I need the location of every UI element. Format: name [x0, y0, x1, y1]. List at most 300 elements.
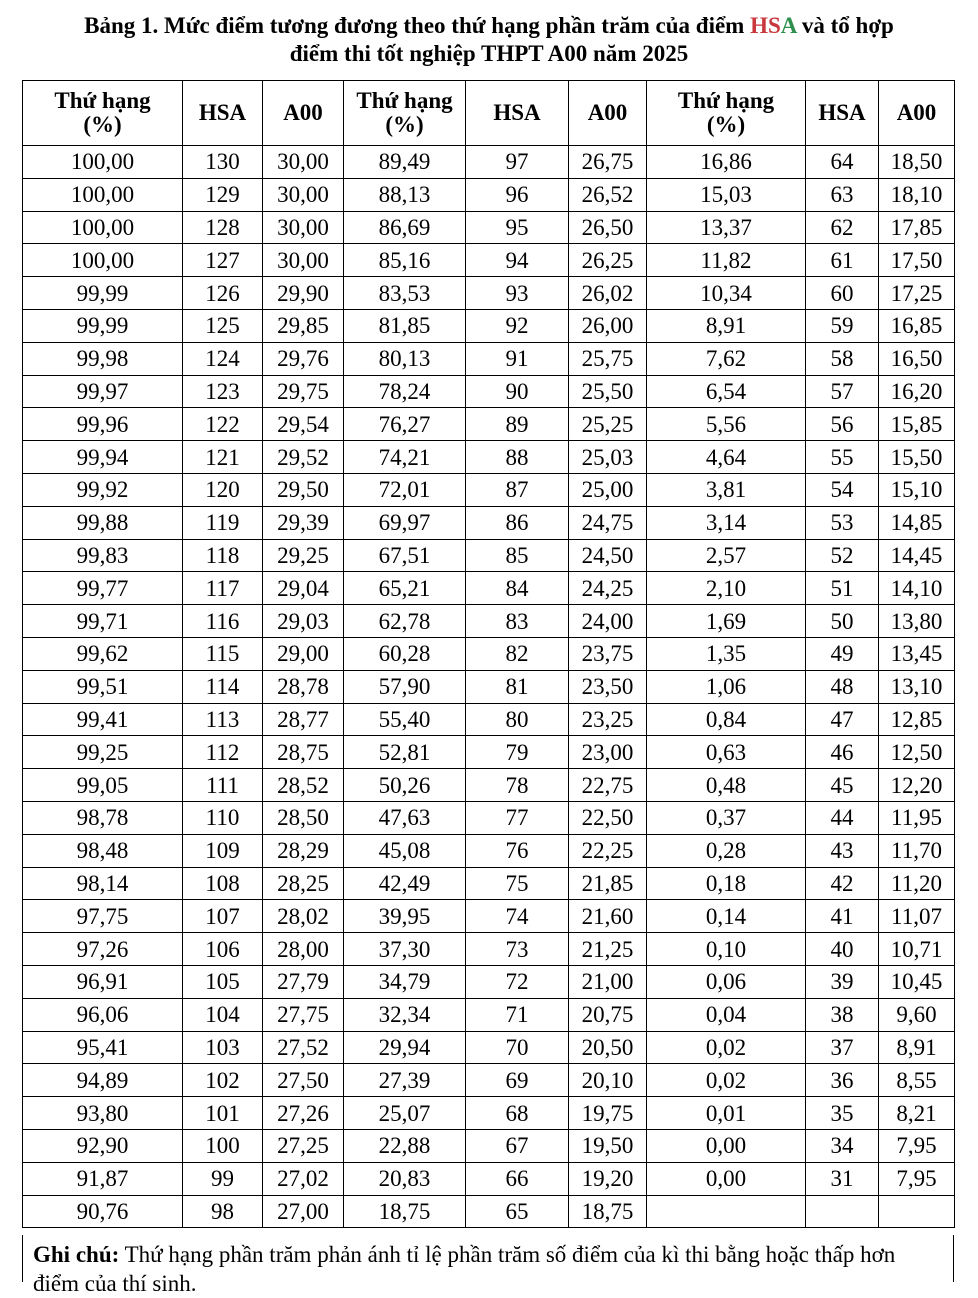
caption-suffix: và tổ hợp [796, 13, 894, 38]
table-cell: 86 [466, 506, 569, 539]
header-rank-2 [344, 81, 466, 146]
table-cell: 84 [466, 572, 569, 605]
header-a00-3: A00 [879, 81, 955, 146]
table-cell: 47,63 [344, 801, 466, 834]
table-cell: 6,54 [647, 375, 806, 408]
table-cell: 26,52 [569, 178, 647, 211]
table-cell: 0,10 [647, 933, 806, 966]
table-cell: 67 [466, 1129, 569, 1162]
table-cell: 0,28 [647, 834, 806, 867]
table-cell: 16,50 [879, 342, 955, 375]
table-cell: 8,91 [647, 309, 806, 342]
table-row [23, 670, 955, 703]
table-cell: 0,00 [647, 1129, 806, 1162]
table-cell: 26,75 [569, 146, 647, 179]
table-cell: 52,81 [344, 736, 466, 769]
table-cell: 15,10 [879, 473, 955, 506]
table-cell: 83,53 [344, 277, 466, 310]
table-cell: 28,02 [263, 900, 344, 933]
table-cell: 14,45 [879, 539, 955, 572]
table-cell: 29,85 [263, 309, 344, 342]
table-cell: 0,00 [647, 1162, 806, 1195]
table-cell: 25,03 [569, 441, 647, 474]
table-cell: 85,16 [344, 244, 466, 277]
table-cell: 94 [466, 244, 569, 277]
table-cell: 91 [466, 342, 569, 375]
table-cell: 25,25 [569, 408, 647, 441]
table-cell: 106 [183, 933, 263, 966]
table-row [23, 736, 955, 769]
table-cell [647, 1195, 806, 1228]
table-row [23, 1162, 955, 1195]
caption-hsa-h: H [750, 13, 768, 38]
table-cell: 97,26 [23, 933, 183, 966]
table-cell: 28,29 [263, 834, 344, 867]
table-cell: 14,85 [879, 506, 955, 539]
table-cell: 61 [806, 244, 879, 277]
table-cell: 30,00 [263, 244, 344, 277]
table-cell: 95 [466, 211, 569, 244]
header-hsa-2: HSA [466, 81, 569, 146]
table-cell: 30,00 [263, 211, 344, 244]
table-cell: 29,50 [263, 473, 344, 506]
table-cell: 105 [183, 965, 263, 998]
table-row [23, 998, 955, 1031]
table-row [23, 769, 955, 802]
table-cell: 12,50 [879, 736, 955, 769]
table-cell: 9,60 [879, 998, 955, 1031]
score-table [22, 80, 955, 1228]
table-row [23, 605, 955, 638]
table-cell: 0,14 [647, 900, 806, 933]
table-cell: 12,20 [879, 769, 955, 802]
table-cell: 55,40 [344, 703, 466, 736]
table-row [23, 441, 955, 474]
table-cell: 26,25 [569, 244, 647, 277]
table-cell: 54 [806, 473, 879, 506]
table-cell: 111 [183, 769, 263, 802]
table-cell: 42,49 [344, 867, 466, 900]
table-cell: 73 [466, 933, 569, 966]
table-cell: 23,00 [569, 736, 647, 769]
table-cell: 98,48 [23, 834, 183, 867]
table-cell: 3,81 [647, 473, 806, 506]
table-cell: 1,06 [647, 670, 806, 703]
table-row [23, 1097, 955, 1130]
table-cell: 29,54 [263, 408, 344, 441]
table-cell: 0,63 [647, 736, 806, 769]
table-row [23, 473, 955, 506]
table-cell: 29,25 [263, 539, 344, 572]
header-rank-unit: (%) [83, 112, 122, 137]
table-cell: 98,78 [23, 801, 183, 834]
table-cell: 1,35 [647, 637, 806, 670]
table-cell [879, 1195, 955, 1228]
table-cell: 29,75 [263, 375, 344, 408]
table-cell: 95,41 [23, 1031, 183, 1064]
table-cell: 29,39 [263, 506, 344, 539]
table-cell: 28,50 [263, 801, 344, 834]
table-cell: 75 [466, 867, 569, 900]
table-cell: 13,37 [647, 211, 806, 244]
table-cell: 28,75 [263, 736, 344, 769]
table-cell: 99,05 [23, 769, 183, 802]
table-cell: 21,00 [569, 965, 647, 998]
table-cell: 26,02 [569, 277, 647, 310]
table-cell: 18,50 [879, 146, 955, 179]
table-row [23, 867, 955, 900]
header-a00-1: A00 [263, 81, 344, 146]
header-rank-unit: (%) [706, 112, 746, 137]
table-cell: 99,98 [23, 342, 183, 375]
header-rank-3 [647, 81, 806, 146]
table-cell: 99 [183, 1162, 263, 1195]
table-cell: 27,00 [263, 1195, 344, 1228]
table-cell: 3,14 [647, 506, 806, 539]
table-cell: 99,94 [23, 441, 183, 474]
table-cell: 20,83 [344, 1162, 466, 1195]
table-cell: 29,03 [263, 605, 344, 638]
table-cell: 28,25 [263, 867, 344, 900]
table-cell: 0,02 [647, 1031, 806, 1064]
table-cell: 112 [183, 736, 263, 769]
header-rank-unit: (%) [385, 112, 424, 137]
caption-line-2: điểm thi tốt nghiệp THPT A00 năm 2025 [289, 41, 689, 66]
table-cell: 128 [183, 211, 263, 244]
table-cell: 57,90 [344, 670, 466, 703]
table-row [23, 408, 955, 441]
table-cell: 21,85 [569, 867, 647, 900]
table-row [23, 900, 955, 933]
table-cell: 29,76 [263, 342, 344, 375]
table-cell: 113 [183, 703, 263, 736]
table-cell: 13,10 [879, 670, 955, 703]
table-cell: 99,97 [23, 375, 183, 408]
table-cell: 29,00 [263, 637, 344, 670]
table-cell: 17,25 [879, 277, 955, 310]
table-cell: 98 [183, 1195, 263, 1228]
table-cell: 99,83 [23, 539, 183, 572]
table-cell: 4,64 [647, 441, 806, 474]
table-cell: 1,69 [647, 605, 806, 638]
table-cell: 99,25 [23, 736, 183, 769]
table-cell: 89,49 [344, 146, 466, 179]
table-cell: 98,14 [23, 867, 183, 900]
table-cell: 27,25 [263, 1129, 344, 1162]
table-cell: 8,55 [879, 1064, 955, 1097]
table-cell: 17,50 [879, 244, 955, 277]
header-rank-label: Thứ hạng [677, 88, 775, 113]
table-cell: 71 [466, 998, 569, 1031]
table-cell: 91,87 [23, 1162, 183, 1195]
table-cell: 114 [183, 670, 263, 703]
table-cell: 11,07 [879, 900, 955, 933]
table-cell: 18,75 [344, 1195, 466, 1228]
table-cell: 27,75 [263, 998, 344, 1031]
table-cell: 57 [806, 375, 879, 408]
table-cell: 25,50 [569, 375, 647, 408]
table-cell: 99,62 [23, 637, 183, 670]
table-cell: 7,95 [879, 1162, 955, 1195]
table-cell: 92,90 [23, 1129, 183, 1162]
table-cell: 19,50 [569, 1129, 647, 1162]
table-cell: 30,00 [263, 178, 344, 211]
table-cell: 11,82 [647, 244, 806, 277]
table-cell: 45 [806, 769, 879, 802]
footnote-label: Ghi chú: [33, 1242, 120, 1267]
table-cell: 93,80 [23, 1097, 183, 1130]
table-cell: 79 [466, 736, 569, 769]
table-cell: 23,75 [569, 637, 647, 670]
table-cell: 30,00 [263, 146, 344, 179]
table-cell: 60,28 [344, 637, 466, 670]
caption-hsa-a: A [780, 13, 797, 38]
table-cell: 51 [806, 572, 879, 605]
table-row [23, 244, 955, 277]
table-cell: 116 [183, 605, 263, 638]
header-a00-2: A00 [569, 81, 647, 146]
table-cell: 0,48 [647, 769, 806, 802]
table-body [23, 146, 955, 1228]
table-cell: 124 [183, 342, 263, 375]
table-cell: 52 [806, 539, 879, 572]
caption-prefix: Bảng 1. Mức điểm tương đương theo thứ hạng phần trăm của điểm [84, 13, 751, 38]
table-row [23, 375, 955, 408]
table-cell: 24,75 [569, 506, 647, 539]
table-cell: 11,70 [879, 834, 955, 867]
caption-line-1 [0, 12, 978, 40]
table-row [23, 342, 955, 375]
table-cell: 25,07 [344, 1097, 466, 1130]
table-cell: 102 [183, 1064, 263, 1097]
table-cell: 93 [466, 277, 569, 310]
table-cell: 80,13 [344, 342, 466, 375]
table-caption [0, 0, 978, 70]
table-cell: 49 [806, 637, 879, 670]
table-cell: 45,08 [344, 834, 466, 867]
table-cell: 37 [806, 1031, 879, 1064]
table-cell: 39 [806, 965, 879, 998]
table-cell: 107 [183, 900, 263, 933]
table-cell: 0,02 [647, 1064, 806, 1097]
table-cell: 97,75 [23, 900, 183, 933]
table-row [23, 539, 955, 572]
table-cell: 72 [466, 965, 569, 998]
table-cell: 12,85 [879, 703, 955, 736]
table-cell: 20,75 [569, 998, 647, 1031]
table-cell: 13,45 [879, 637, 955, 670]
table-cell: 62 [806, 211, 879, 244]
table-cell: 0,84 [647, 703, 806, 736]
table-cell: 117 [183, 572, 263, 605]
table-cell: 103 [183, 1031, 263, 1064]
table-cell: 18,10 [879, 178, 955, 211]
header-hsa-1: HSA [183, 81, 263, 146]
table-row [23, 1195, 955, 1228]
table-cell: 24,50 [569, 539, 647, 572]
table-row [23, 801, 955, 834]
table-cell: 32,34 [344, 998, 466, 1031]
table-cell: 60 [806, 277, 879, 310]
table-cell: 31 [806, 1162, 879, 1195]
table-cell: 99,92 [23, 473, 183, 506]
table-cell: 15,50 [879, 441, 955, 474]
table-cell: 99,71 [23, 605, 183, 638]
table-cell: 0,06 [647, 965, 806, 998]
table-row [23, 703, 955, 736]
header-hsa-3: HSA [806, 81, 879, 146]
table-cell: 17,85 [879, 211, 955, 244]
table-cell: 47 [806, 703, 879, 736]
table-cell: 41 [806, 900, 879, 933]
table-cell: 82 [466, 637, 569, 670]
table-cell: 5,56 [647, 408, 806, 441]
table-cell: 10,34 [647, 277, 806, 310]
table-cell: 99,41 [23, 703, 183, 736]
table-cell: 55 [806, 441, 879, 474]
table-cell: 100,00 [23, 211, 183, 244]
table-cell: 18,75 [569, 1195, 647, 1228]
header-rank-1 [23, 81, 183, 146]
table-cell: 100,00 [23, 244, 183, 277]
table-cell: 0,01 [647, 1097, 806, 1130]
table-cell: 7,95 [879, 1129, 955, 1162]
table-row [23, 965, 955, 998]
table-cell: 27,26 [263, 1097, 344, 1130]
table-row [23, 572, 955, 605]
table-cell: 25,00 [569, 473, 647, 506]
table-cell: 81 [466, 670, 569, 703]
table-cell: 16,85 [879, 309, 955, 342]
table-cell: 34 [806, 1129, 879, 1162]
table-cell: 20,10 [569, 1064, 647, 1097]
footnote-text: Thứ hạng phần trăm phản ánh tỉ lệ phần trăm số điểm của kì thi bằng hoặc thấp hơn điểm của thí sinh. [33, 1242, 896, 1296]
table-cell: 8,21 [879, 1097, 955, 1130]
table-cell: 37,30 [344, 933, 466, 966]
table-cell: 99,96 [23, 408, 183, 441]
table-cell: 42 [806, 867, 879, 900]
table-cell: 26,00 [569, 309, 647, 342]
table-cell: 28,52 [263, 769, 344, 802]
table-cell: 15,85 [879, 408, 955, 441]
table-cell: 15,03 [647, 178, 806, 211]
table-cell: 100,00 [23, 178, 183, 211]
table-row [23, 146, 955, 179]
table-cell: 10,71 [879, 933, 955, 966]
table-row [23, 933, 955, 966]
table-cell: 123 [183, 375, 263, 408]
table-cell: 86,69 [344, 211, 466, 244]
table-cell: 119 [183, 506, 263, 539]
table-cell: 59 [806, 309, 879, 342]
table-cell: 85 [466, 539, 569, 572]
table-cell: 127 [183, 244, 263, 277]
table-cell: 8,91 [879, 1031, 955, 1064]
table-cell: 23,50 [569, 670, 647, 703]
table-cell: 2,57 [647, 539, 806, 572]
table-row [23, 506, 955, 539]
table-cell: 104 [183, 998, 263, 1031]
table-cell: 90 [466, 375, 569, 408]
table-cell: 72,01 [344, 473, 466, 506]
table-row [23, 178, 955, 211]
table-cell: 83 [466, 605, 569, 638]
table-cell: 38 [806, 998, 879, 1031]
table-cell: 130 [183, 146, 263, 179]
table-cell: 80 [466, 703, 569, 736]
table-cell: 46 [806, 736, 879, 769]
table-cell: 88,13 [344, 178, 466, 211]
table-cell: 27,79 [263, 965, 344, 998]
table-cell: 19,75 [569, 1097, 647, 1130]
table-cell: 62,78 [344, 605, 466, 638]
table-cell: 29,04 [263, 572, 344, 605]
footnote [22, 1235, 954, 1296]
table-cell: 23,25 [569, 703, 647, 736]
table-cell: 64 [806, 146, 879, 179]
table-cell: 56 [806, 408, 879, 441]
table-cell: 48 [806, 670, 879, 703]
table-cell: 78,24 [344, 375, 466, 408]
table-cell: 92 [466, 309, 569, 342]
table-cell: 16,86 [647, 146, 806, 179]
table-cell: 65,21 [344, 572, 466, 605]
table-cell: 99,77 [23, 572, 183, 605]
table-cell: 81,85 [344, 309, 466, 342]
table-cell: 28,00 [263, 933, 344, 966]
table-cell: 27,02 [263, 1162, 344, 1195]
table-cell: 118 [183, 539, 263, 572]
table-cell: 99,99 [23, 309, 183, 342]
table-cell: 0,37 [647, 801, 806, 834]
header-rank-label: Thứ hạng [54, 88, 151, 113]
table-cell: 99,99 [23, 277, 183, 310]
table-cell: 20,50 [569, 1031, 647, 1064]
table-cell: 110 [183, 801, 263, 834]
table-cell: 96,06 [23, 998, 183, 1031]
table-cell: 25,75 [569, 342, 647, 375]
table-cell: 7,62 [647, 342, 806, 375]
table-cell: 39,95 [344, 900, 466, 933]
table-cell: 69,97 [344, 506, 466, 539]
table-cell: 126 [183, 277, 263, 310]
table-cell: 28,77 [263, 703, 344, 736]
table-cell: 24,25 [569, 572, 647, 605]
table-cell: 74,21 [344, 441, 466, 474]
table-cell: 0,04 [647, 998, 806, 1031]
table-cell: 29,90 [263, 277, 344, 310]
table-cell: 108 [183, 867, 263, 900]
table-cell: 68 [466, 1097, 569, 1130]
table-cell: 87 [466, 473, 569, 506]
table-cell: 74 [466, 900, 569, 933]
table-cell: 22,75 [569, 769, 647, 802]
table-cell: 24,00 [569, 605, 647, 638]
table-cell: 13,80 [879, 605, 955, 638]
table-cell: 88 [466, 441, 569, 474]
table-cell: 36 [806, 1064, 879, 1097]
table-cell: 78 [466, 769, 569, 802]
table-cell: 35 [806, 1097, 879, 1130]
table-cell: 22,25 [569, 834, 647, 867]
table-cell: 44 [806, 801, 879, 834]
table-cell: 96 [466, 178, 569, 211]
table-cell: 65 [466, 1195, 569, 1228]
table-cell: 129 [183, 178, 263, 211]
table-cell: 2,10 [647, 572, 806, 605]
table-cell: 100,00 [23, 146, 183, 179]
table-cell: 66 [466, 1162, 569, 1195]
